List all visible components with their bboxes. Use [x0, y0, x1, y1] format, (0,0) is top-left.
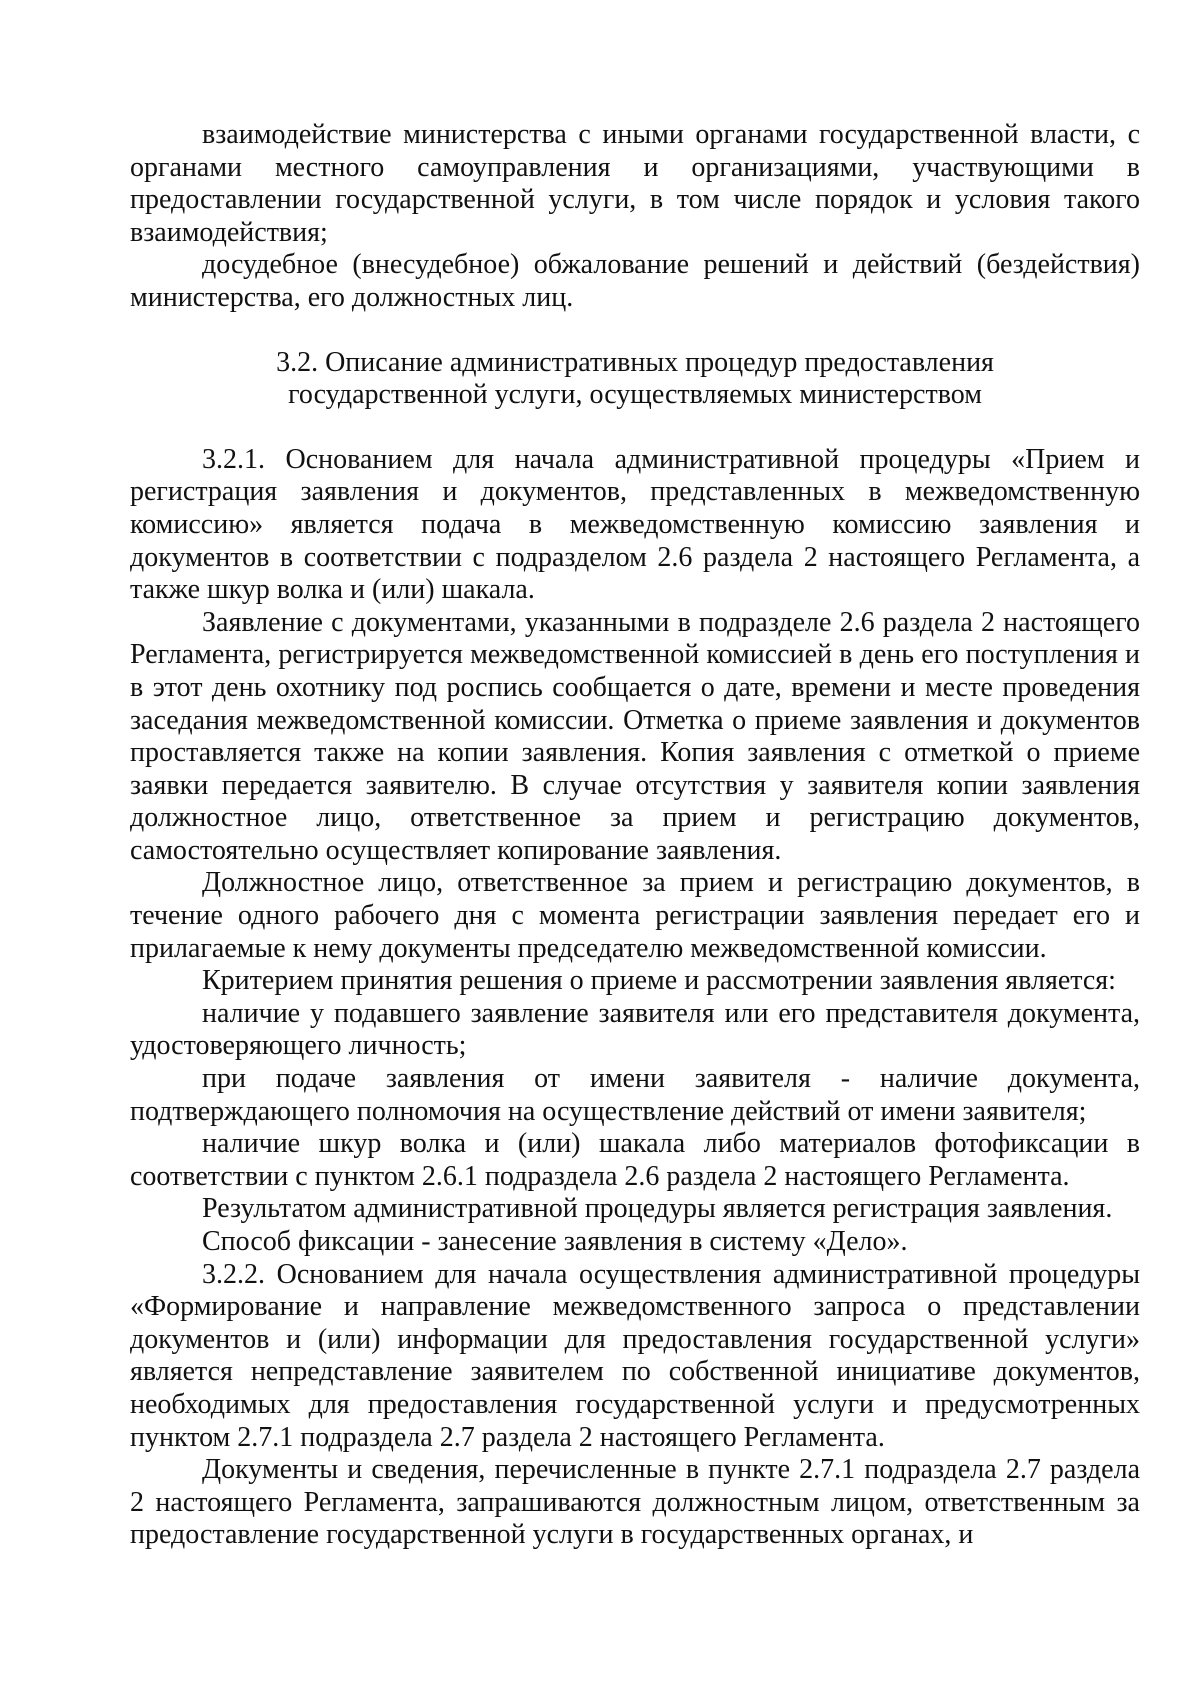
document-body [130, 119, 1140, 1552]
paragraph-3-2-2: 3.2.2. Основанием для начала осуществления административной процедуры «Формирование и направление межведомственного запроса о представлении документов и (или) информации для предоставления государственной услуги» является непредставление заявителем по собственной инициативе документов, необходимых для предоставления государственной услуги и предусмотренных пунктом 2.7.1 подраздела 2.7 раздела 2 настоящего Регламента. [130, 1258, 1140, 1453]
section-heading-line-2: государственной услуги, осуществляемых министерством [288, 379, 982, 411]
paragraph-appeal: досудебное (внесудебное) обжалование решений и действий (бездействия) министерства, его должностных лиц. [130, 249, 1140, 313]
paragraph-3-2-1: 3.2.1. Основанием для начала административной процедуры «Прием и регистрация заявления и документов, представленных в межведомственную комиссию» является подача в межведомственную комиссию заявления и документов в соответствии с подразделом 2.6 раздела 2 настоящего Регламента, а также шкур волка и (или) шакала. [130, 443, 1140, 606]
paragraph-result: Результатом административной процедуры является регистрация заявления. [202, 1193, 1113, 1225]
paragraph-pelts: наличие шкур волка и (или) шакала либо материалов фотофиксации в соответствии с пунктом 2.6.1 подраздела 2.6 раздела 2 настоящего Регламента. [130, 1128, 1140, 1192]
paragraph-registration: Заявление с документами, указанными в подразделе 2.6 раздела 2 настоящего Регламента, регистрируется межведомственной комиссией в день его поступления и в этот день охотнику под роспись сообщается о дате, времени и месте проведения заседания межведомственной комиссии. Отметка о приеме заявления и документов проставляется также на копии заявления. Копия заявления с отметкой о приеме заявки передается заявителю. В случае отсутствия у заявителя копии заявления должностное лицо, ответственное за прием и регистрацию документов, самостоятельно осуществляет копирование заявления. [130, 606, 1140, 866]
paragraph-interaction: взаимодействие министерства с иными органами государственной власти, с органами местного самоуправления и организациями, участвующими в предоставлении государственной услуги, в том числе порядок и условия такого взаимодействия; [130, 119, 1140, 248]
paragraph-fixation: Способ фиксации - занесение заявления в систему «Дело». [202, 1226, 908, 1257]
section-heading [130, 347, 1140, 412]
paragraph-authority-document: при подаче заявления от имени заявителя - наличие документа, подтверждающего полномочия на осуществление действий от имени заявителя; [130, 1063, 1140, 1127]
section-heading-line-1: 3.2. Описание административных процедур предоставления [276, 346, 994, 378]
paragraph-official-transfer: Должностное лицо, ответственное за прием и регистрацию документов, в течение одного рабочего дня с момента регистрации заявления передает его и прилагаемые к нему документы председателю межведомственной комиссии. [130, 867, 1140, 964]
paragraph-criterion: Критерием принятия решения о приеме и рассмотрении заявления является: [202, 965, 1116, 997]
paragraph-documents-request: Документы и сведения, перечисленные в пункте 2.7.1 подраздела 2.7 раздела 2 настоящего Регламента, запрашиваются должностным лицом, ответственным за предоставление государственной услуги в государственных органах, и [130, 1454, 1140, 1551]
paragraph-identity-document: наличие у подавшего заявление заявителя или его представителя документа, удостоверяющего личность; [130, 997, 1140, 1062]
